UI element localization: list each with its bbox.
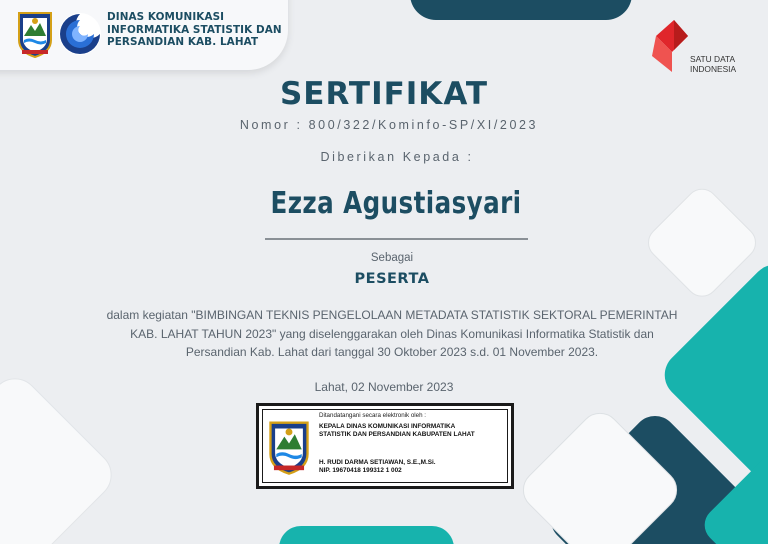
top-tab-decoration xyxy=(410,0,632,20)
org-line-2: INFORMATIKA STATISTIK DAN xyxy=(107,23,282,36)
header-logos xyxy=(16,10,102,58)
lahat-emblem-icon xyxy=(16,10,54,58)
place-date: Lahat, 02 November 2023 xyxy=(314,380,454,394)
satu-data-line-1: SATU DATA xyxy=(690,54,736,64)
signer-name: H. RUDI DARMA SETIAWAN, S.E.,M.Si. xyxy=(319,459,436,466)
signed-note: Ditandatangani secara elektronik oleh : xyxy=(319,412,426,419)
satu-data-text xyxy=(690,55,736,74)
as-label: Sebagai xyxy=(370,252,414,264)
signer-position xyxy=(319,423,509,439)
certificate-title: SERTIFIKAT xyxy=(279,76,489,112)
organization-name xyxy=(107,11,287,49)
certificate-number: Nomor : 800/322/Kominfo-SP/XI/2023 xyxy=(239,118,539,132)
signature-emblem-icon xyxy=(267,419,311,475)
left-white-diamond xyxy=(0,369,121,544)
satu-data-line-2: INDONESIA xyxy=(690,63,737,74)
org-line-3: PERSANDIAN KAB. LAHAT xyxy=(107,36,259,48)
signer-nip: NIP. 19670418 199312 1 002 xyxy=(319,467,402,475)
participant-role: PESERTA xyxy=(354,271,430,287)
bottom-tab-decoration xyxy=(279,526,454,544)
activity-description: dalam kegiatan "BIMBINGAN TEKNIS PENGELOLAAN METADATA STATISTIK SEKTORAL PEMERINTAH KAB. LAHAT TAHUN 2023" yang diselenggarakan oleh Dinas Komunikasi Informatika Statistik dan Persandian Kab. Lahat dari tanggal 30 Oktober 2023 s.d. 01 November 2023. xyxy=(106,308,678,359)
given-to-label: Diberikan Kepada : xyxy=(320,150,474,164)
signer-identity xyxy=(319,459,509,475)
name-underline xyxy=(265,238,528,240)
org-line-1: DINAS KOMUNIKASI xyxy=(107,11,225,23)
signer-position-line-1: KEPALA DINAS KOMUNIKASI INFORMATIKA xyxy=(319,423,456,430)
kominfo-logo-icon xyxy=(58,12,102,56)
electronic-signature-box xyxy=(256,403,514,489)
recipient-name: Ezza Agustiasyari xyxy=(270,186,522,221)
signer-position-line-2: STATISTIK DAN PERSANDIAN KABUPATEN LAHAT xyxy=(319,431,475,438)
